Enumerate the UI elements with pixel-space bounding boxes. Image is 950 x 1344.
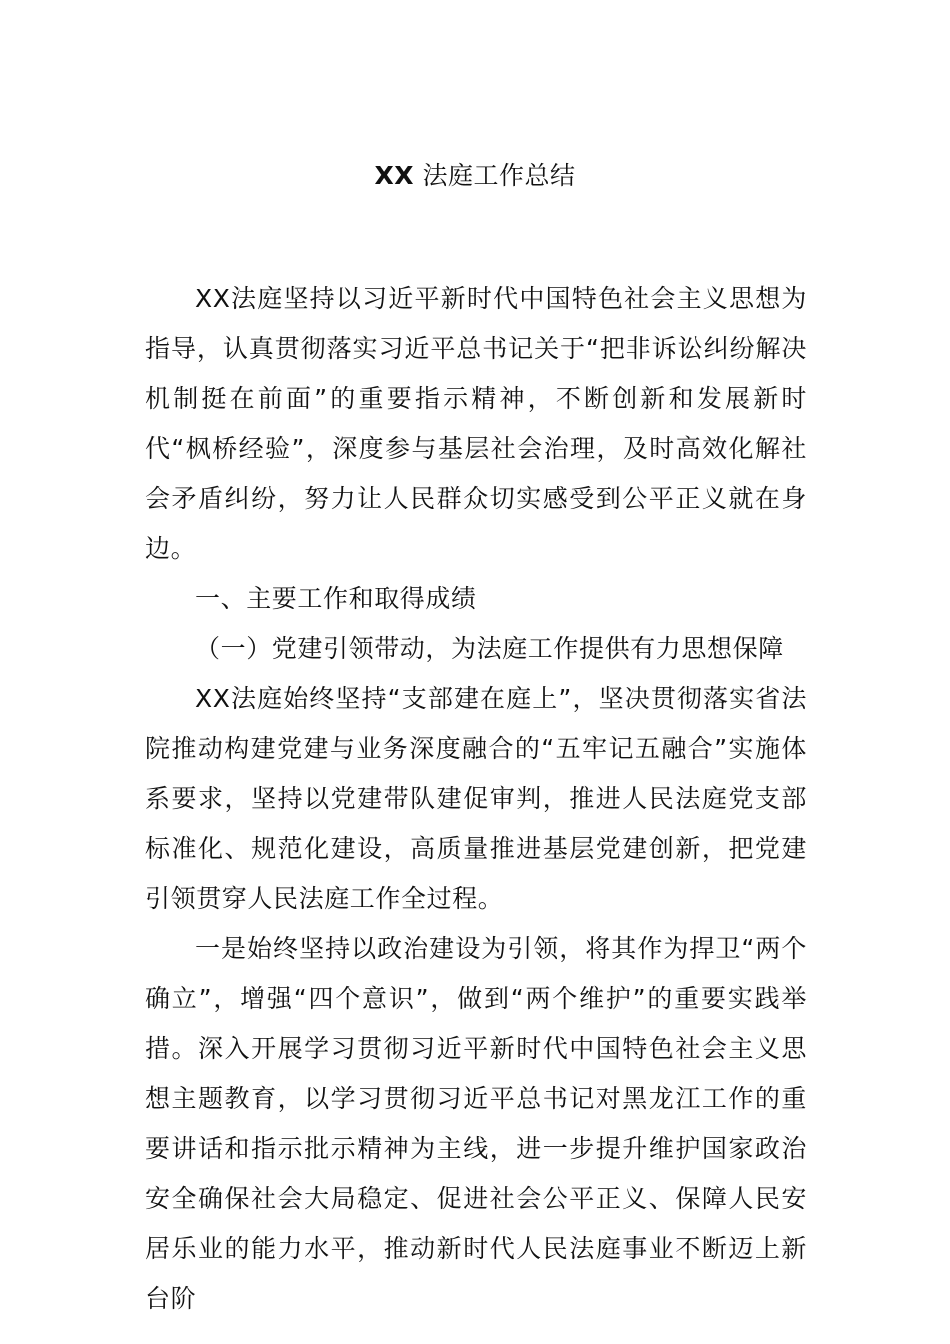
section-heading-1: 一、主要工作和取得成绩 — [195, 584, 477, 613]
title-prefix: XX — [374, 161, 415, 190]
document-title — [0, 158, 950, 194]
party-building-paragraph: XX法庭始终坚持“支部建在庭上”，坚决贯彻落实省法院推动构建党建与业务深度融合的“五牢记五融合”实施体系要求，坚持以党建带队建促审判，推进人民法庭党支部标准化、规范化建设，高质量推进基层党建创新，把党建引领贯穿人民法庭工作全过程。 — [145, 684, 807, 913]
subsection-heading-1: （一）党建引领带动，为法庭工作提供有力思想保障 — [195, 634, 784, 663]
intro-paragraph: XX法庭坚持以习近平新时代中国特色社会主义思想为指导，认真贯彻落实习近平总书记关于“把非诉讼纠纷解决机制挺在前面”的重要指示精神，不断创新和发展新时代“枫桥经验”，深度参与基层社会治理，及时高效化解社会矛盾纠纷，努力让人民群众切实感受到公平正义就在身边。 — [145, 284, 807, 563]
title-text: 法庭工作总结 — [422, 161, 576, 190]
political-construction-paragraph: 一是始终坚持以政治建设为引领，将其作为捍卫“两个确立”，增强“四个意识”，做到“两个维护”的重要实践举措。深入开展学习贯彻习近平新时代中国特色社会主义思想主题教育，以学习贯彻习近平总书记对黑龙江工作的重要讲话和指示批示精神为主线，进一步提升维护国家政治安全确保社会大局稳定、促进社会公平正义、保障人民安居乐业的能力水平，推动新时代人民法庭事业不断迈上新台阶 — [145, 934, 807, 1313]
document-body — [145, 274, 807, 1324]
